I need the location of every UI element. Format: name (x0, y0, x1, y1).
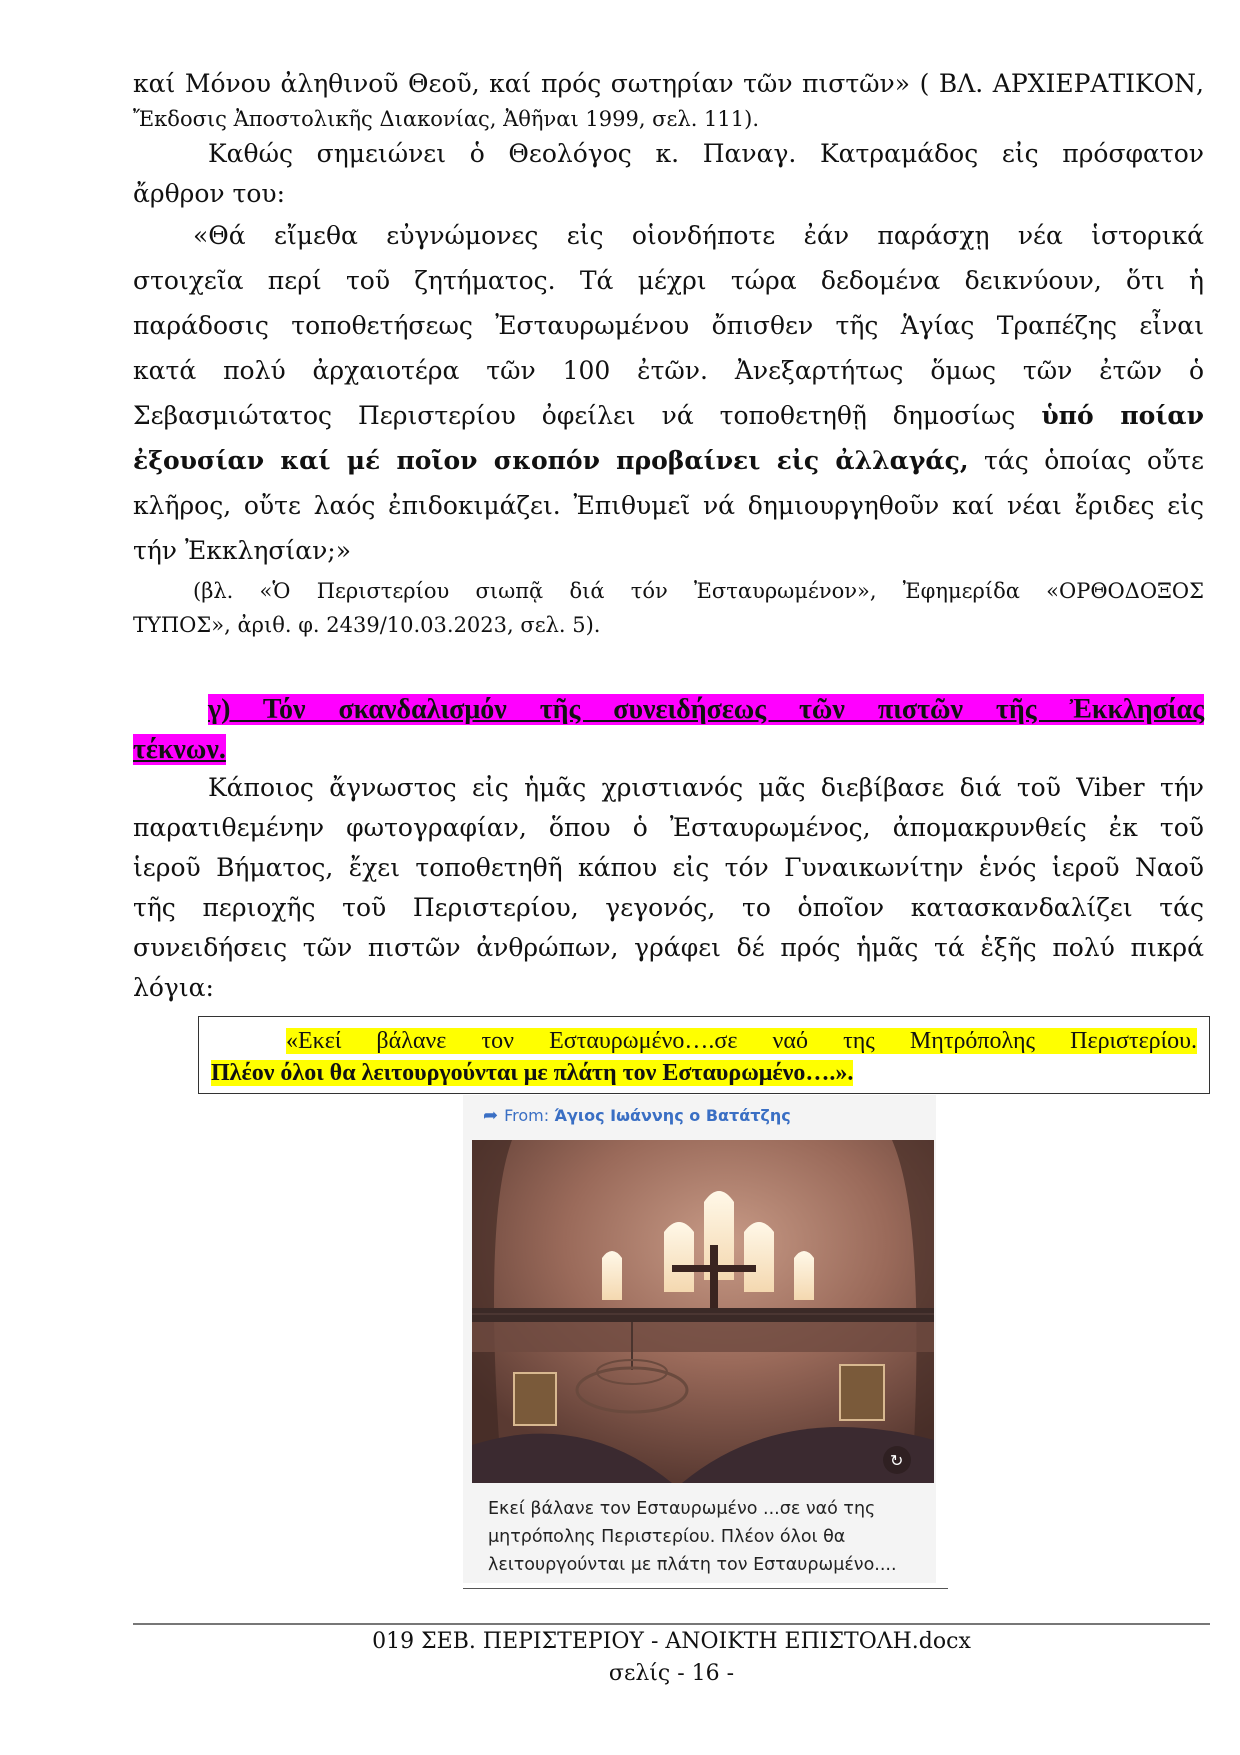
church-photo (472, 1140, 934, 1483)
text-line: τήν Ἐκκλησίαν;» (133, 536, 352, 565)
caption-line: λειτουργούνται με πλάτη τον Εσταυρωμένο.... (488, 1555, 897, 1575)
text-line (133, 438, 1204, 483)
quote-block (133, 213, 1204, 573)
section-heading (133, 690, 1204, 770)
text-line: στοιχεῖα περί τοῦ ζητήματος. Τά μέχρι τώρα δεδομένα δεικνύουν, ὅτι ἡ (133, 266, 1204, 295)
forward-arrow-icon: ➦ (483, 1105, 499, 1126)
text-line: Ἔκδοσις Ἀποστολικῆς Διακονίας, Ἀθῆναι 1999, σελ. 111). (133, 107, 759, 131)
heading-line (133, 730, 1204, 770)
paragraph-viber (133, 768, 1204, 1008)
paragraph-continuation (133, 64, 1204, 134)
reference (133, 574, 1204, 642)
text-line: καί Μόνου ἀληθινοῦ Θεοῦ, καί πρός σωτηρίαν τῶν πιστῶν» ( ΒΛ. ΑΡΧΙΕΡΑΤΙΚΟΝ, (133, 69, 1204, 98)
text-line: (βλ. «Ὁ Περιστερίου σιωπᾷ διά τόν Ἐσταυρωμένον», Ἐφημερίδα «ΟΡΘΟΔΟΞΟΣ (193, 579, 1204, 603)
text-line: παράδοσις τοποθετήσεως Ἐσταυρωμένου ὄπισθεν τῆς Ἁγίας Τραπέζης εἶναι (133, 311, 1204, 340)
footer-divider (133, 1623, 1210, 1625)
text-span: τάς ὁποίας οὔτε (968, 446, 1204, 475)
highlighted-heading: γ) Τόν σκανδαλισμόν τῆς συνειδήσεως τῶν πιστῶν τῆς Ἐκκλησίας (208, 694, 1204, 725)
caption-line: μητρόπολης Περιστερίου. Πλέον όλοι θα (488, 1527, 846, 1547)
text-line: ΤΥΠΟΣ», ἀριθ. φ. 2439/10.03.2023, σελ. 5). (133, 613, 601, 637)
paragraph-katramados (133, 134, 1204, 214)
text-line: λόγια: (133, 973, 214, 1002)
heading-line (133, 690, 1204, 730)
quote-line (211, 1025, 1197, 1057)
text-line (133, 393, 1204, 438)
bold-text: ἐξουσίαν καί μέ ποῖον σκοπόν προβαίνει εἰς ἀλλαγάς, (133, 446, 969, 475)
svg-text:↻: ↻ (890, 1451, 904, 1470)
highlighted-heading: τέκνων. (133, 734, 226, 765)
boxed-quote (198, 1016, 1210, 1094)
from-name: Άγιος Ιωάννης ο Βατάτζης (554, 1106, 791, 1125)
text-line: παρατιθεμένην φωτογραφίαν, ὅπου ὁ Ἐσταυρωμένος, ἀπομακρυνθείς ἐκ τοῦ (133, 813, 1204, 842)
viber-caption (488, 1495, 928, 1579)
text-line: κλῆρος, οὔτε λαός ἐπιδοκιμάζει. Ἐπιθυμεῖ νά δημιουργηθοῦν καί νέαι ἔριδες εἰς (133, 491, 1204, 520)
image-underline (463, 1588, 948, 1589)
quote-line (211, 1057, 1197, 1089)
highlighted-quote: «Εκεί βάλανε τον Εσταυρωμένο….σε ναό της Μητρόπολης Περιστερίου. (286, 1028, 1197, 1054)
text-line: τῆς περιοχῆς τοῦ Περιστερίου, γεγονός, το ὁποῖον κατασκανδαλίζει τάς (133, 893, 1204, 922)
text-span: Σεβασμιώτατος Περιστερίου ὀφείλει νά τοποθετηθῇ δημοσίως (133, 401, 1042, 430)
text-line: ἱεροῦ Βήματος, ἔχει τοποθετηθῆ κάπου εἰς τόν Γυναικωνίτην ἑνός ἱεροῦ Ναοῦ (133, 853, 1204, 882)
footer-filename: 019 ΣΕΒ. ΠΕΡΙΣΤΕΡΙΟΥ - ΑΝΟΙΚΤΗ ΕΠΙΣΤΟΛΗ.docx (372, 1629, 971, 1654)
text-line: συνειδήσεις τῶν πιστῶν ἀνθρώπων, γράφει δέ πρός ἡμᾶς τά ἑξῆς πολύ πικρά (133, 933, 1204, 962)
text-line: Κάποιος ἄγνωστος εἰς ἡμᾶς χριστιανός μᾶς διεβίβασε διά τοῦ Viber τήν (208, 773, 1204, 802)
text-line: Καθώς σημειώνει ὁ Θεολόγος κ. Παναγ. Κατραμάδος εἰς πρόσφατον (208, 139, 1204, 168)
bold-text: ὑπό ποίαν (1041, 401, 1204, 430)
footer-page-number: σελίς - 16 - (608, 1661, 735, 1686)
highlighted-quote: Πλέον όλοι θα λειτουργούνται με πλάτη τον Εσταυρωμένο….». (211, 1060, 854, 1086)
caption-line: Εκεί βάλανε τον Εσταυρωμένο ...σε ναό της (488, 1499, 876, 1519)
forwarded-from (483, 1105, 791, 1126)
text-line: «Θά εἴμεθα εὐγνώμονες εἰς οἱονδήποτε ἐάν παράσχῃ νέα ἱστορικά (193, 221, 1204, 250)
text-line: ἄρθρον του: (133, 179, 286, 208)
from-prefix: From: (504, 1106, 550, 1125)
church-interior-image (472, 1140, 934, 1483)
text-line: κατά πολύ ἀρχαιοτέρα τῶν 100 ἐτῶν. Ἀνεξαρτήτως ὅμως τῶν ἐτῶν ὁ (133, 356, 1204, 385)
viber-screenshot (463, 1095, 936, 1583)
